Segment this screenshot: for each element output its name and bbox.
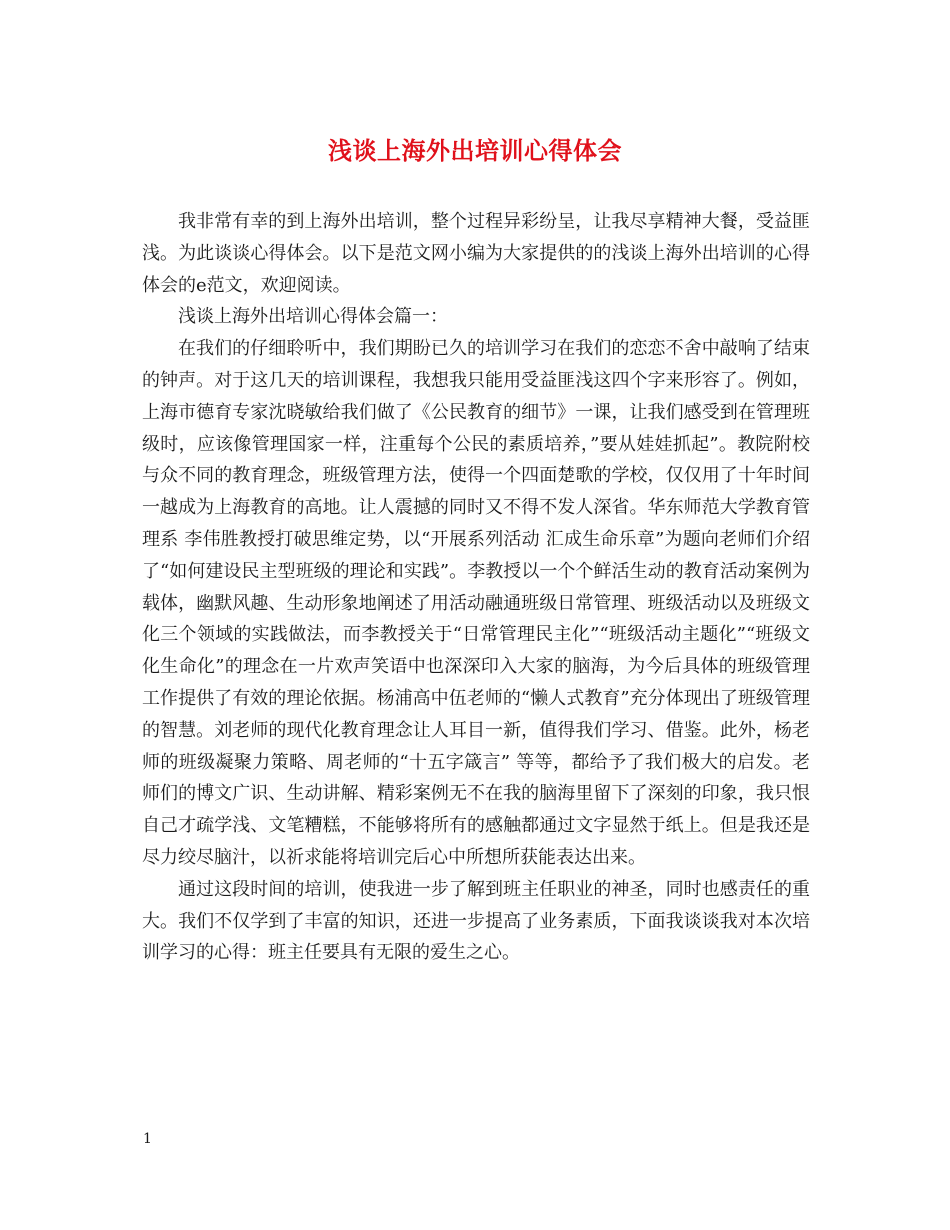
body-paragraph: 在我们的仔细聆听中，我们期盼已久的培训学习在我们的恋恋不舍中敲响了结束的钟声。对于这几天的培训课程，我想我只能用受益匪浅这四个字来形容了。例如，上海市德育专家沈晓敏给我们做了《公民教育的细节》一课，让我们感受到在管理班级时，应该像管理国家一样，注重每个公民的素质培养，”要从娃娃抓起”。教院附校与众不同的教育理念，班级管理方法，使得一个四面楚歌的学校，仅仅用了十年时间一越成为上海教育的高地。让人震撼的同时又不得不发人深省。华东师范大学教育管理系 李伟胜教授打破思维定势，以“开展系列活动 汇成生命乐章”为题向老师们介绍了“如何建设民主型班级的理论和实践”。李教授以一个个鲜活生动的教育活动案例为载体，幽默风趣、生动形象地阐述了用活动融通班级日常管理、班级活动以及班级文化三个领域的实践做法，而李教授关于“日常管理民主化”“班级活动主题化”“班级文化生命化”的理念在一片欢声笑语中也深深印入大家的脑海，为今后具体的班级管理工作提供了有效的理论依据。杨浦高中伍老师的“懒人式教育”充分体现出了班级管理的智慧。刘老师的现代化教育理念让人耳目一新，值得我们学习、借鉴。此外，杨老师的班级凝聚力策略、周老师的“十五字箴言” 等等，都给予了我们极大的启发。老师们的博文广识、生动讲解、精彩案例无不在我的脑海里留下了深刻的印象，我只恨自己才疏学浅、文笔糟糕，不能够将所有的感触都通过文字显然于纸上。但是我还是尽力绞尽脑汁，以祈求能将培训完后心中所想所获能表达出来。 xyxy=(142,338,810,868)
section-heading: 浅谈上海外出培训心得体会篇一： xyxy=(178,306,448,328)
body-paragraph: 我非常有幸的到上海外出培训，整个过程异彩纷呈，让我尽享精神大餐，受益匪浅。为此谈谈心得体会。以下是范文网小编为大家提供的的浅谈上海外出培训的心得体会的e范文，欢迎阅读。 xyxy=(142,211,810,296)
page-number: 1 xyxy=(143,1131,152,1147)
document-title: 浅谈上海外出培训心得体会 xyxy=(328,136,622,165)
document-body xyxy=(142,206,810,969)
body-paragraph: 通过这段时间的培训，使我进一步了解到班主任职业的神圣，同时也感责任的重大。我们不仅学到了丰富的知识，还进一步提高了业务素质，下面我谈谈我对本次培训学习的心得：班主任要具有无限的爱生之心。 xyxy=(142,878,810,964)
